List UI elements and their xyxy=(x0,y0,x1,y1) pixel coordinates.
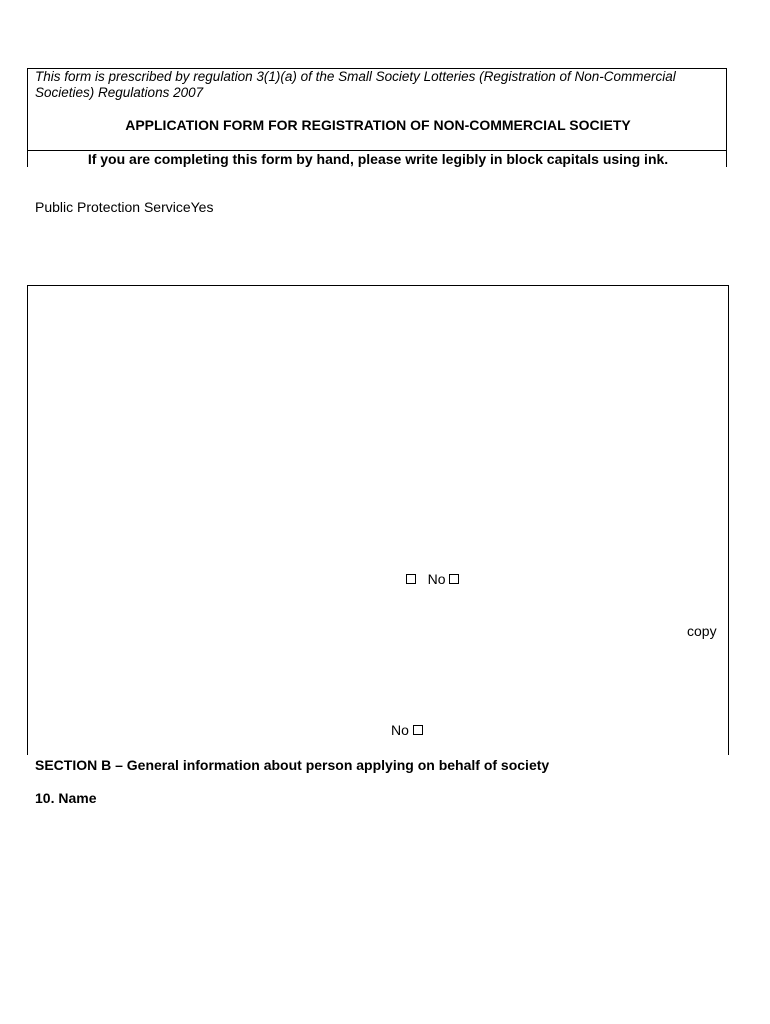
form-title: APPLICATION FORM FOR REGISTRATION OF NON-COMMERCIAL SOCIETY xyxy=(125,117,631,133)
no-checkbox-1[interactable] xyxy=(449,574,459,584)
yes-no-row-1 xyxy=(406,571,459,587)
copy-text: copy xyxy=(687,623,717,639)
name-label: 10. Name xyxy=(35,790,97,806)
no-label-2: No xyxy=(391,722,409,738)
no-label-1: No xyxy=(427,571,446,587)
yes-checkbox-1[interactable] xyxy=(406,574,416,584)
section-b-heading: SECTION B – General information about person applying on behalf of society xyxy=(35,757,550,773)
public-protection-text: Public Protection ServiceYes xyxy=(35,199,214,215)
instructions-text: If you are completing this form by hand, please write legibly in block capitals using ink. xyxy=(87,151,669,167)
yes-no-row-2 xyxy=(391,722,423,738)
regulation-text: This form is prescribed by regulation 3(1)(a) of the Small Society Lotteries (Registration of Non-Commercial Societies) Regulations 2007 xyxy=(35,69,676,100)
no-checkbox-2[interactable] xyxy=(413,725,423,735)
main-form-box xyxy=(27,285,729,755)
